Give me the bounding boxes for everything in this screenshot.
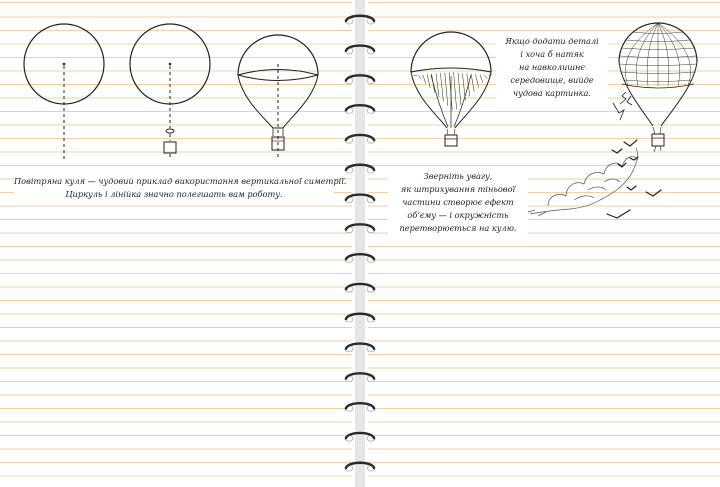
- caption-line: Якщо додати деталі: [496, 35, 608, 48]
- spiral-binding: [345, 0, 375, 487]
- caption-line: Повітряна куля — чудовий приклад використання вертикальної симетрії.: [14, 176, 347, 186]
- balloon-step-2: [130, 24, 210, 160]
- caption-line: Зверніть увагу,: [388, 170, 528, 183]
- caption-line: перетворюється на кулю.: [388, 222, 528, 235]
- caption-line: середовище, вийде: [496, 74, 608, 87]
- caption-line: на навколишнє: [496, 61, 608, 74]
- balloon-step-3: [238, 35, 318, 160]
- balloon-shaded: [411, 32, 492, 146]
- balloon-detailed: [613, 23, 697, 152]
- balloon-step-1: [24, 24, 104, 160]
- left-caption: [14, 175, 347, 201]
- caption-line: Циркуль і лінійка значно полегшать вам роботу.: [14, 188, 334, 201]
- cloud-sketch: [528, 148, 638, 216]
- caption-line: як штрихування тіньової: [388, 183, 528, 196]
- caption-line: частини створює ефект: [388, 196, 528, 209]
- details-caption: [496, 35, 608, 100]
- caption-line: чудова картинка.: [496, 87, 608, 100]
- caption-line: об’єму — і окружність: [388, 209, 528, 222]
- shading-caption: [388, 170, 528, 235]
- caption-line: і хоча б натяк: [496, 48, 608, 61]
